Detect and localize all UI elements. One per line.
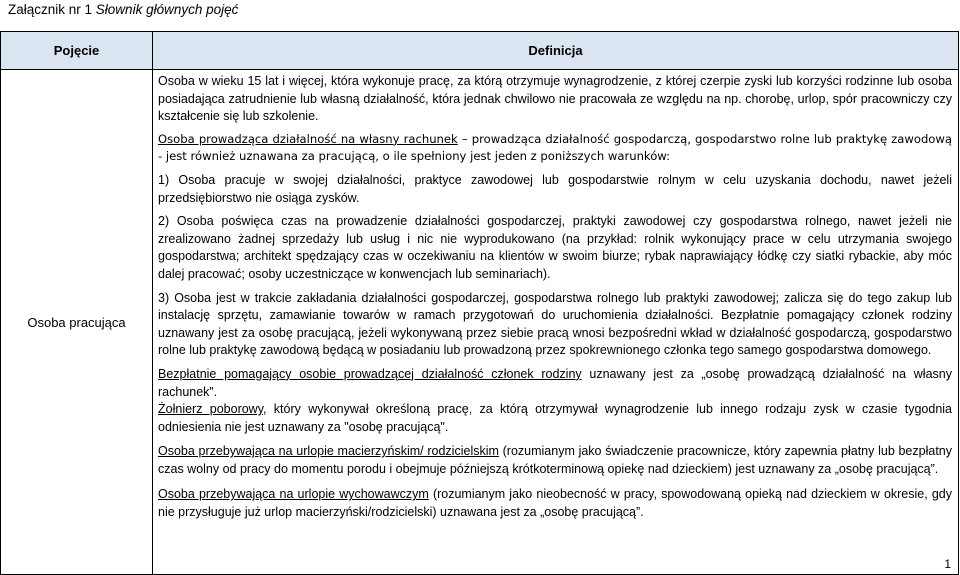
table-header-row	[1, 32, 959, 70]
page-title	[8, 1, 238, 19]
condition-3: 3) Osoba jest w trakcie zakładania działalności gospodarczej, gospodarstwa rolnego lub praktyki zawodowej; zalicza się do tego zakup lub instalację sprzętu, zamawianie towarów w ramach przygotowań do uruchomienia działalności. Bezpłatnie pomagający członek rodziny uznawany jest za osobę pracującą, jeżeli wykonywaną przez siebie pracą wnosi bezpośredni wkład w działalność gospodarczą, gospodarstwo rolne lub praktykę zawodową będącą w posiadaniu lub prowadzoną przez spokrewnionego członka tego samego gospodarstwa domowego.	[158, 290, 952, 358]
column-header-definition: Definicja	[153, 32, 959, 70]
definition-paragraph-maternity-leave	[158, 443, 952, 478]
definitions-table	[0, 31, 959, 575]
column-header-term: Pojęcie	[1, 32, 153, 70]
term-parental-leave: Osoba przebywająca na urlopie wychowawczym	[158, 487, 429, 502]
term-self-employed: Osoba prowadząca działalność na własny rachunek	[158, 131, 458, 146]
definition-paragraph-family-member	[158, 366, 952, 401]
page-title-italic: Słownik głównych pojęć	[95, 2, 239, 17]
condition-2: 2) Osoba poświęca czas na prowadzenie działalności gospodarczej, praktyki zawodowej czy gospodarstwa rolnego, nawet jeżeli nie zrealizowano żadnej sprzedaży lub usług i nic nie wyprodukowano (na przykład: rolnik wykonujący prace w celu utrzymania swojego gospodarstwa; architekt spędzający czas w oczekiwaniu na klientów w swoim biurze; rybak naprawiający łódkę czy siatki rybackie, aby móc dalej pracować; osoby uczestniczące w konwencjach lub seminariach).	[158, 214, 952, 281]
definition-parental-leave-text: (rozumianym jako nieobecność w pracy, spowodowaną opieką nad dzieckiem w okresie, gdy nie przysługuje już urlop macierzyński/rodzicielski) uznawana jest za „osobę pracującą”.	[158, 487, 952, 520]
page-title-prefix: Załącznik nr 1	[8, 2, 96, 17]
definition-maternity-leave-text: (rozumianym jako świadczenie pracownicze, który zapewnia płatny lub bezpłatny czas wolny od pracy do momentu porodu i obejmuje późniejszą krótkoterminową opiekę nad dzieckiem) jest uznawany za „osobę pracującą”.	[158, 444, 952, 476]
definition-paragraph-general: Osoba w wieku 15 lat i więcej, która wykonuje pracę, za którą otrzymuje wynagrodzenie, z której czerpie zyski lub korzyści rodzinne lub osoba posiadająca zatrudnienie lub własną działalność, która jednak chwilowo nie pracowała ze względu na np. chorobę, urlop, spór pracowniczy czy kształcenie się lub szkolenie.	[158, 74, 952, 124]
condition-1: 1) Osoba pracuje w swojej działalności, praktyce zawodowej lub gospodarstwie rolnym w celu uzyskania dochodu, nawet jeżeli przedsiębiorstwo nie osiąga zysków.	[158, 172, 952, 205]
term-family-member: Bezpłatnie pomagający osobie prowadzącej działalność członek rodziny	[158, 366, 582, 381]
definition-self-employed-text: – prowadząca działalność gospodarczą, gospodarstwo rolne lub praktykę zawodową - jest również uznawana za pracującą, o ile spełniony jest jeden z poniższych warunków:	[158, 131, 952, 164]
definition-paragraph-conscript	[158, 401, 952, 436]
definition-body	[158, 70, 952, 574]
definition-conscript-text: , który wykonywał określoną pracę, za którą otrzymywał wynagrodzenie lub innego rodzaju zysk w czasie tygodnia odniesienia nie jest uznawany za "osobę pracującą".	[158, 402, 952, 434]
definition-cell	[153, 70, 959, 575]
term-cell: Osoba pracująca	[1, 70, 153, 575]
table-row	[1, 70, 959, 575]
definition-paragraph-self-employed	[158, 131, 952, 166]
term-maternity-leave: Osoba przebywająca na urlopie macierzyńskim/ rodzicielskim	[158, 444, 499, 459]
term-conscript: Żołnierz poborowy	[158, 402, 264, 417]
page-number: 1	[944, 557, 951, 571]
definition-paragraph-parental-leave	[158, 486, 952, 521]
definition-family-member-text: uznawany jest za „osobę prowadzącą działalność na własny rachunek”.	[158, 366, 952, 399]
